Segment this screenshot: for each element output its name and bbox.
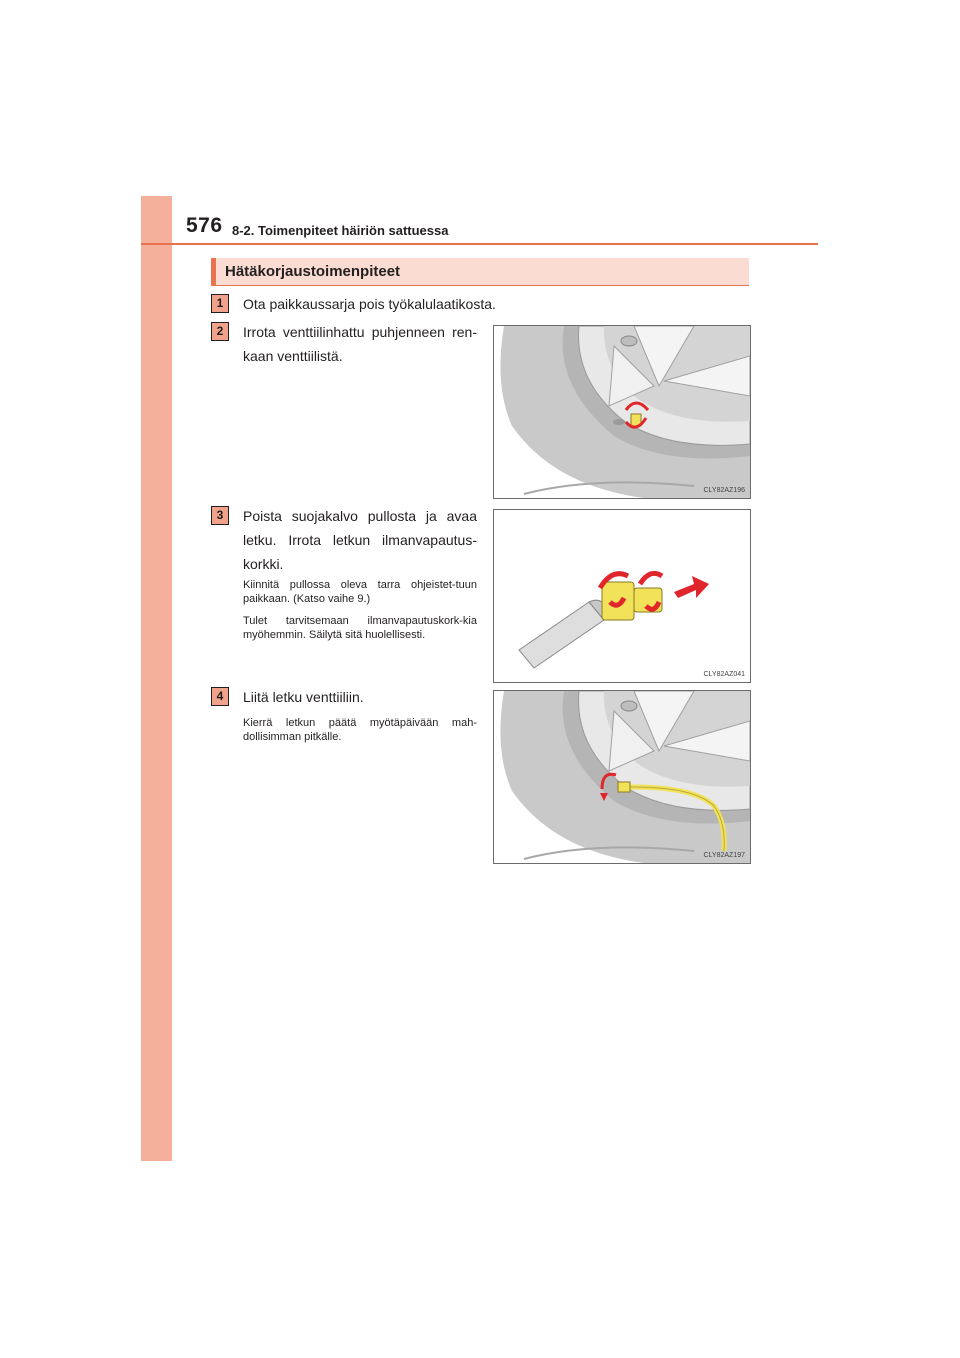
step-2-text [243, 320, 477, 368]
heading-accent-bar [211, 258, 216, 285]
valve-cap-removal-illustration [494, 326, 750, 498]
procedure-heading: Hätäkorjaustoimenpiteet [225, 263, 401, 280]
page-side-tab [141, 196, 172, 1161]
hose-attach-illustration [494, 691, 750, 863]
step-1-badge: 1 [211, 294, 229, 313]
section-title: 8-2. Toimenpiteet häiriön sattuessa [232, 223, 449, 238]
step-2-figure [493, 325, 751, 499]
step-3-figure-code: CLY82AZ041 [703, 671, 745, 678]
step-1-instruction: Ota paikkaussarja pois työkalulaatikosta. [243, 296, 496, 312]
step-4-text [243, 685, 477, 709]
step-3-note-1: Kiinnitä pullossa oleva tarra ohjeistet-tuun paikkaan. (Katso vaihe 9.) [243, 579, 477, 605]
step-3-figure [493, 509, 751, 683]
step-2-badge: 2 [211, 322, 229, 341]
step-1-text [243, 292, 543, 316]
step-2-instruction: Irrota venttiilinhattu puhjenneen ren-kaan venttiilistä. [243, 324, 477, 364]
step-4-figure-code: CLY82AZ197 [703, 852, 745, 859]
step-3-text [243, 504, 477, 576]
step-4-note-1: Kierrä letkun päätä myötäpäivään mah-dollisimman pitkälle. [243, 717, 477, 743]
step-3-note-2: Tulet tarvitsemaan ilmanvapautuskork-kia myöhemmin. Säilytä sitä huolellisesti. [243, 615, 477, 641]
step-4-figure [493, 690, 751, 864]
procedure-heading-band [211, 258, 749, 286]
step-4-instruction: Liitä letku venttiiliin. [243, 689, 364, 705]
step-4-badge: 4 [211, 687, 229, 706]
header-rule [141, 243, 818, 245]
step-3-instruction: Poista suojakalvo pullosta ja avaa letku. Irrota letkun ilmanvapautus-korkki. [243, 508, 477, 572]
hose-cap-removal-illustration [494, 510, 750, 682]
page-number: 576 [186, 214, 223, 237]
step-2-figure-code: CLY82AZ196 [703, 487, 745, 494]
step-3-badge: 3 [211, 506, 229, 525]
